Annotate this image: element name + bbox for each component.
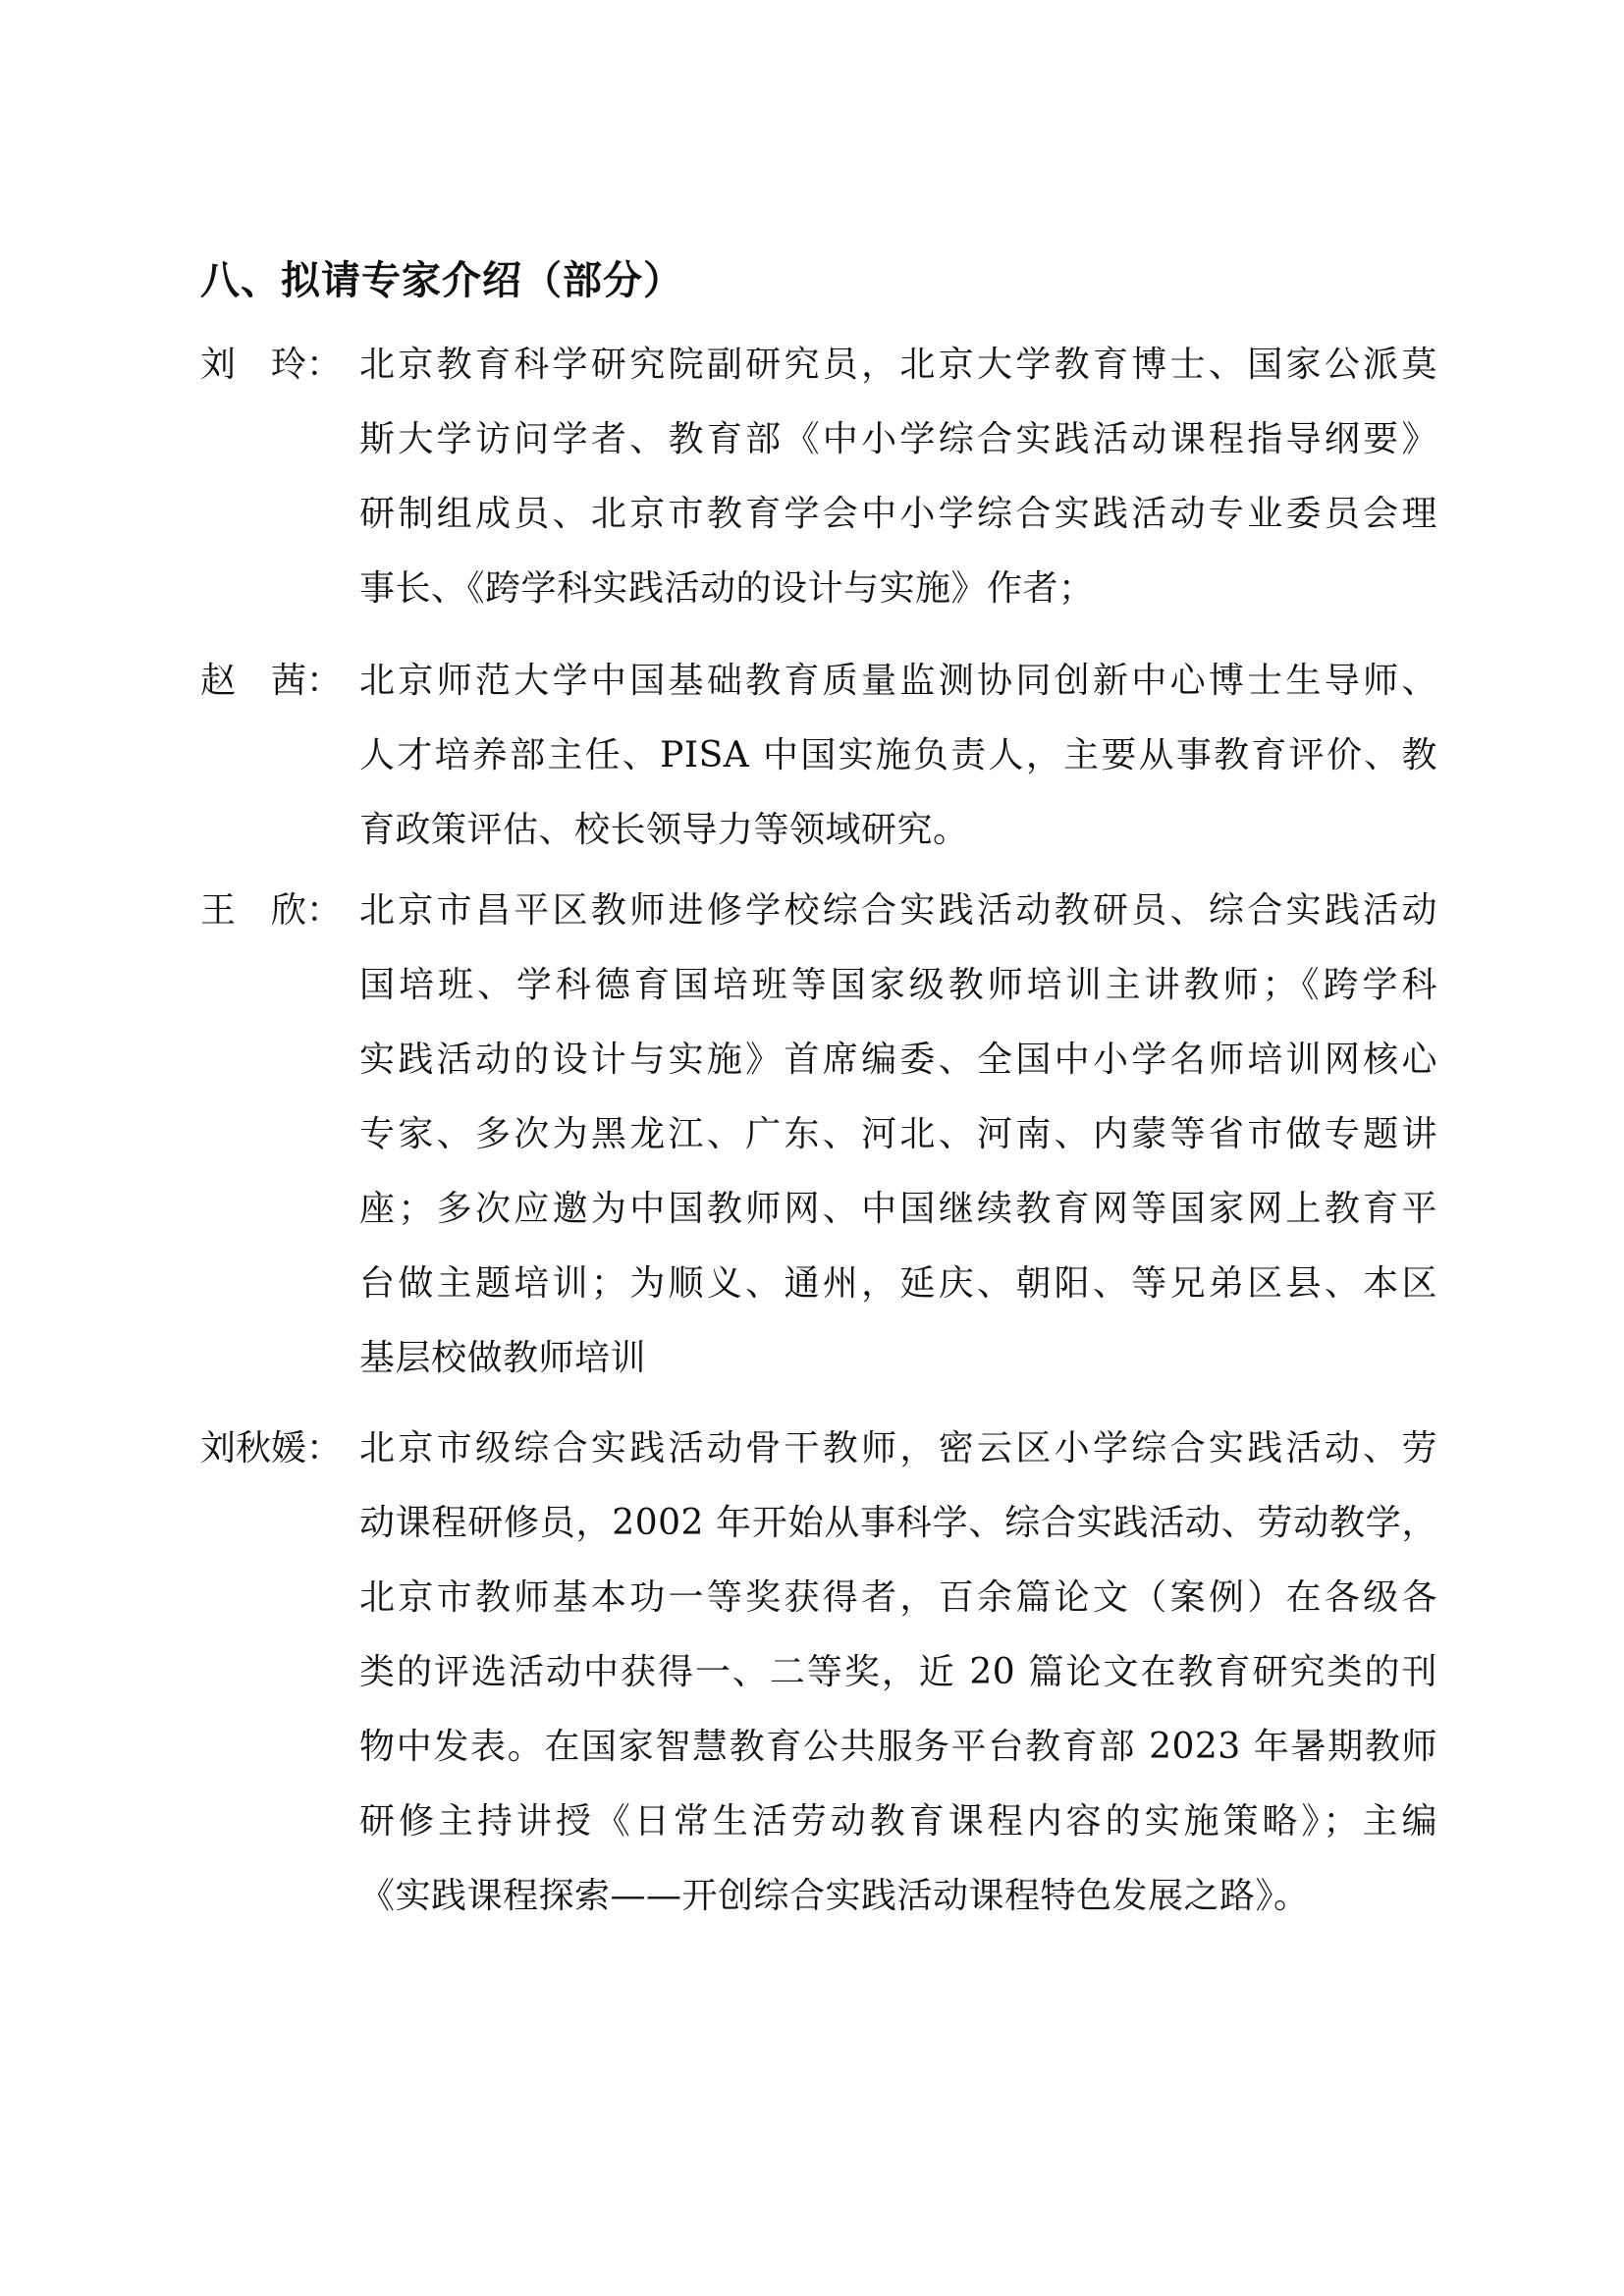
bio-line: 育政策评估、校长领导力等领域研究。 — [359, 810, 969, 850]
bio-line: 国培班、学科德育国培班等国家级教师培训主讲教师；《跨学科 — [359, 965, 1437, 1005]
expert-entry — [200, 644, 1437, 868]
bio-line: 类的评选活动中获得一、二等奖，近 20 篇论文在教育研究类的刊 — [359, 1652, 1437, 1692]
bio-line: 北京师范大学中国基础教育质量监测协同创新中心博士生导师、 — [359, 661, 1437, 701]
section-title: 八、拟请专家介绍（部分） — [200, 258, 683, 303]
bio-line: 北京市昌平区教师进修学校综合实践活动教研员、综合实践活动 — [359, 890, 1437, 931]
bio-line: 北京市教师基本功一等奖获得者，百余篇论文（案例）在各级各 — [359, 1577, 1437, 1618]
expert-name: 刘 玲： — [200, 345, 343, 385]
expert-name: 赵 茜： — [200, 661, 343, 701]
bio-line: 事长、《跨学科实践活动的设计与实施》作者； — [359, 568, 1095, 609]
bio-line: 台做主题培训；为顺义、通州，延庆、朝阳、等兄弟区县、本区 — [359, 1263, 1437, 1304]
bio-line: 研修主持讲授《日常生活劳动教育课程内容的实施策略》；主编 — [359, 1801, 1437, 1842]
expert-bio — [359, 644, 1437, 868]
bio-line: 人才培养部主任、PISA 中国实施负责人，主要从事教育评价、教 — [359, 735, 1437, 775]
expert-name: 王 欣： — [200, 890, 343, 931]
bio-line: 座；多次应邀为中国教师网、中国继续教育网等国家网上教育平 — [359, 1189, 1437, 1229]
bio-line: 斯大学访问学者、教育部《中小学综合实践活动课程指导纲要》 — [359, 419, 1437, 459]
bio-line: 实践活动的设计与实施》首席编委、全国中小学名师培训网核心 — [359, 1040, 1437, 1080]
expert-bio — [359, 874, 1437, 1396]
expert-name: 刘秋媛： — [200, 1428, 343, 1468]
bio-line: 基层校做教师培训 — [359, 1338, 647, 1378]
bio-line: 北京教育科学研究院副研究员，北京大学教育博士、国家公派莫 — [359, 345, 1437, 385]
expert-bio — [359, 1412, 1437, 1934]
expert-entry — [200, 874, 1437, 1396]
expert-entry — [200, 328, 1437, 626]
expert-entry — [200, 1412, 1437, 1934]
bio-line: 物中发表。在国家智慧教育公共服务平台教育部 2023 年暑期教师 — [359, 1727, 1437, 1767]
bio-line: 动课程研修员，2002 年开始从事科学、综合实践活动、劳动教学， — [359, 1503, 1437, 1543]
bio-line: 专家、多次为黑龙江、广东、河北、河南、内蒙等省市做专题讲 — [359, 1114, 1437, 1154]
bio-line: 《实践课程探索——开创综合实践活动课程特色发展之路》。 — [359, 1876, 1310, 1916]
bio-line: 研制组成员、北京市教育学会中小学综合实践活动专业委员会理 — [359, 494, 1437, 534]
bio-line: 北京市级综合实践活动骨干教师，密云区小学综合实践活动、劳 — [359, 1428, 1437, 1468]
expert-bio — [359, 328, 1437, 626]
